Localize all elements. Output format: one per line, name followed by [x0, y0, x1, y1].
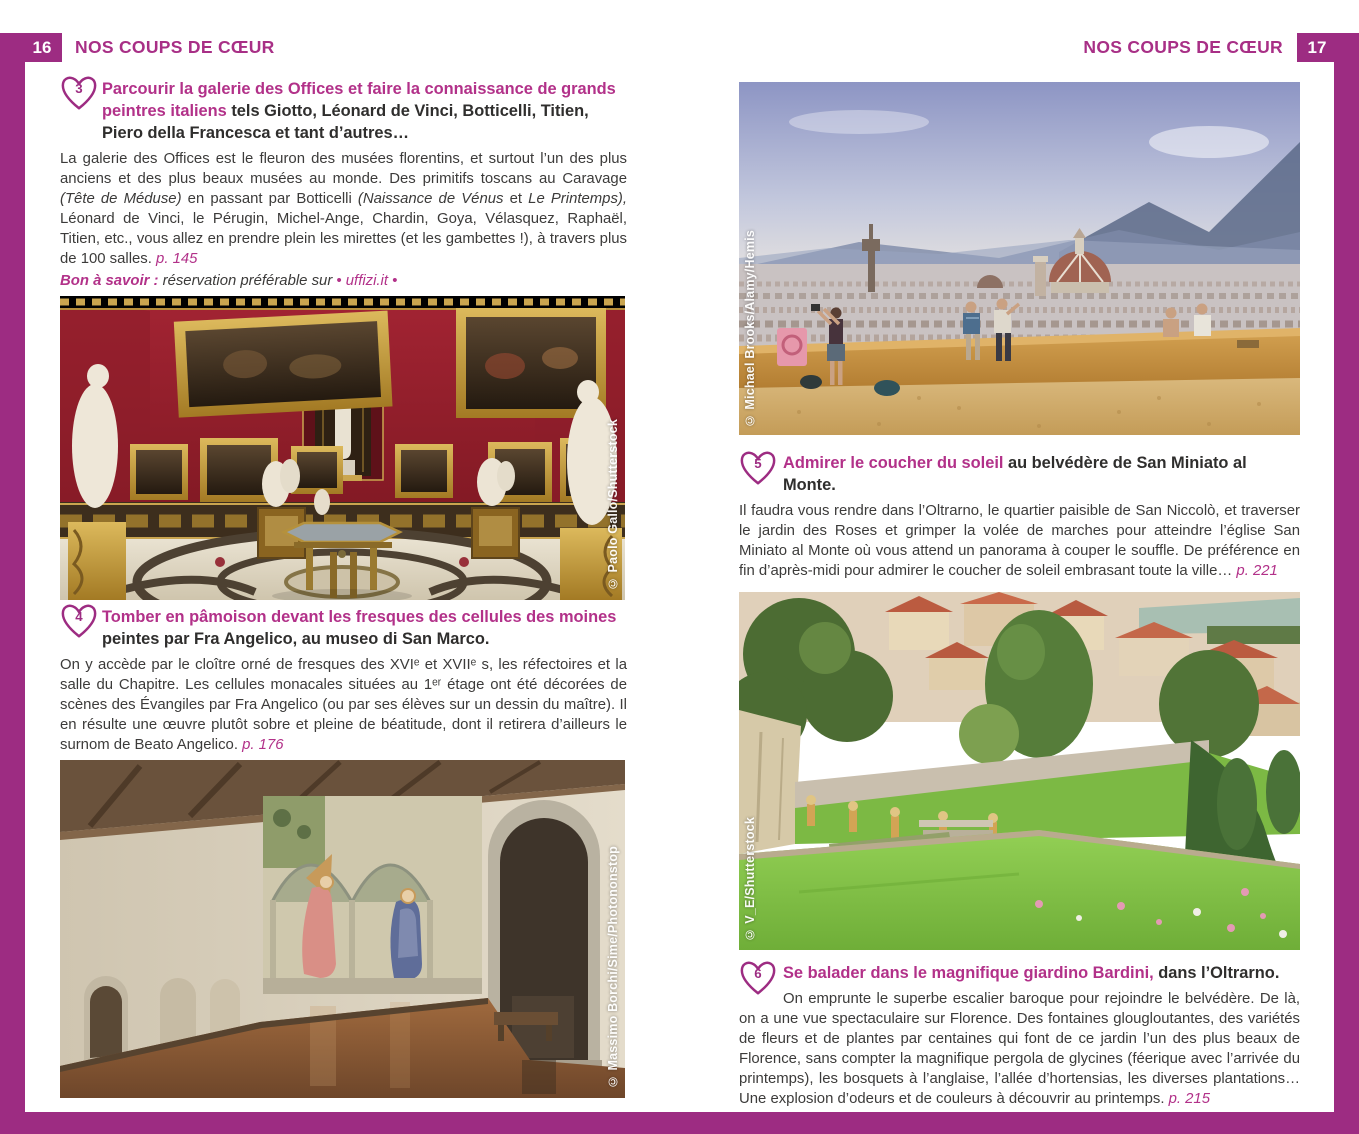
running-head-right: NOS COUPS DE CŒUR [1083, 37, 1283, 57]
photo-san-miniato-view [739, 82, 1300, 435]
coup-item-4 [60, 606, 627, 755]
page-ref: p. 145 [156, 251, 198, 267]
photo-san-marco-fresco [60, 760, 625, 1098]
svg-text:6: 6 [754, 966, 762, 982]
photo-bardini-garden [739, 592, 1300, 950]
item-body: On emprunte le superbe escalier baroque pour rejoindre le belvédère. De là, on a une vue spectaculaire sur Florence. Des fontaines glougloutantes, des variétés de fleurs et de plantes par centaines qui font de ce jardin l’un des plus beaux de Florence, sans compter la magnifique pergola de glycines (féerique avec l’arrivée du printemps), les bosquets à l’anglaise, l’allée d’hortensias, les diverses plantations… Une explosion d’odeurs et de couleurs à découvrir au printemps. p. 215 [739, 991, 1300, 1107]
svg-text:5: 5 [754, 456, 762, 472]
item-title [739, 962, 1300, 984]
right-edge-band [1334, 33, 1359, 1134]
item-title-accent: Se balader dans le magnifique giardino Bardini, [783, 964, 1154, 982]
page-number-left: 16 [0, 33, 62, 62]
left-edge-band [0, 33, 25, 1134]
coup-item-6 [739, 962, 1300, 1109]
item-title [60, 606, 627, 650]
page-ref: p. 221 [1236, 563, 1278, 579]
bottom-band [0, 1112, 1359, 1134]
item-body: Il faudra vous rendre dans l’Oltrarno, le quartier paisible de San Niccolò, et traverser le jardin des Roses et grimper la volée de marches pour atteindre l’église San Miniato al Monte où vous attend un panorama à couper le souffle. De préférence en fin d’après-midi pour admirer le coucher de soleil embrasant toute la ville… p. 221 [739, 503, 1300, 579]
running-head-left: NOS COUPS DE CŒUR [75, 37, 275, 57]
item-title-rest: dans l’Oltrarno. [1153, 964, 1280, 982]
item-title [60, 78, 627, 144]
heart-number-icon [60, 603, 98, 641]
item-title-accent: Admirer le coucher du soleil [783, 454, 1004, 472]
photo-credit: © Massimo Borchi/Sime/Photononstop [606, 845, 620, 1088]
item-title-rest: tels Giotto, Léonard de Vinci, Botticelli, Titien, Piero della Francesca et tant d’autres… [102, 102, 589, 142]
page-ref: p. 215 [1168, 1091, 1210, 1107]
photo-credit: © Michael Brooks/Alamy/Hemis [743, 229, 757, 427]
item-title-rest: au belvédère de San Miniato al Monte. [783, 454, 1247, 494]
photo-uffizi-tribuna [60, 296, 625, 600]
item-title-rest: peintes par Fra Angelico, au museo di San Marco. [102, 630, 490, 648]
photo-credit: © Paolo Gallo/Shutterstock [606, 418, 620, 590]
item-body: La galerie des Offices est le fleuron des musées florentins, et surtout l’un des plus anciens et des plus beaux musées au monde. Des primitifs toscans au Caravage (Tête de Méduse) en passant par Botticelli (Naissance de Vénus et Le Printemps), Léonard de Vinci, le Pérugin, Michel-Ange, Chardin, Goya, Vélasquez, Raphaël, Titien, etc., vous allez en prendre plein les mirettes (et les gambettes !), à travers plus de 100 salles. p. 145 [60, 151, 627, 267]
coup-item-5 [739, 452, 1300, 581]
bon-a-savoir-note: Bon à savoir : réservation préférable sur • uffizi.it • [60, 273, 398, 289]
coup-item-3 [60, 78, 627, 291]
heart-number-icon [739, 962, 783, 1007]
heart-number-icon [60, 75, 98, 113]
heart-number-icon [739, 452, 783, 497]
svg-text:3: 3 [75, 81, 83, 97]
item-title-accent: Tomber en pâmoison devant les fresques des cellules des moines [102, 608, 617, 626]
photo-credit: © V_E/Shutterstock [743, 817, 757, 942]
page-ref: p. 176 [242, 737, 284, 753]
svg-text:4: 4 [75, 609, 83, 625]
item-body: On y accède par le cloître orné de fresques des XVIᵉ et XVIIᵉ s, les réfectoires et la salle du Chapitre. Les cellules monacales situées au 1ᵉʳ étage ont été décorées de scènes des Évangiles par Fra Angelico (ou par ses élèves sur un dessin du maître). Il en résulte une œuvre plutôt sobre et pleine de béatitude, dont il retirera d’ailleurs le surnom de Beato Angelico. p. 176 [60, 657, 627, 753]
note-label: Bon à savoir : [60, 273, 159, 289]
page-number-right: 17 [1297, 33, 1359, 62]
item-title-accent: Parcourir la galerie des Offices et faire la connaissance de grands peintres italiens [102, 80, 616, 120]
uffizi-site-ref: • uffizi.it • [336, 273, 398, 289]
item-title [739, 452, 1300, 496]
